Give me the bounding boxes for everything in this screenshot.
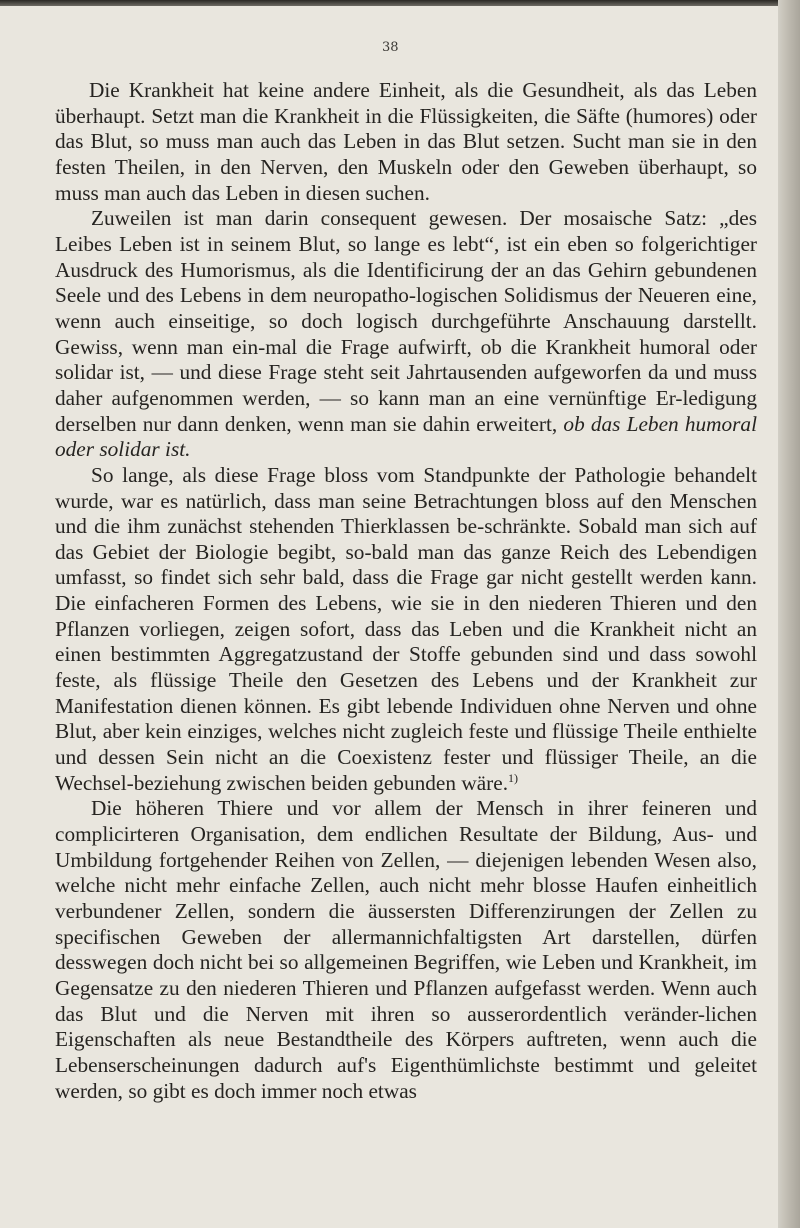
body-text [55,78,757,1104]
paragraph-3-text: So lange, als diese Frage bloss vom Standpunkte der Pathologie behandelt wurde, war es natürlich, dass man seine Betrachtungen bloss auf den Menschen und die ihm zunächst stehenden Thierklassen be-schränkte. Sobald man sich auf das Gebiet der Biologie begibt, so-bald man das ganze Reich des Lebendigen umfasst, so findet sich sehr bald, dass die Frage gar nicht gestellt werden kann. Die einfacheren Formen des Lebens, wie sie in den niederen Thieren und den Pflanzen vorliegen, zeigen sofort, dass das Leben und die Krankheit nicht an einen bestimmten Aggregatzustand der Stoffe gebunden sind und dass sowohl feste, als flüssige Theile den Gesetzen des Lebens und der Krankheit zur Manifestation dienen können. Es gibt lebende Individuen ohne Nerven und ohne Blut, aber kein einziges, welches nicht zugleich feste und flüssige Theile enthielte und dessen Sein nicht an die Coexistenz fester und flüssiger Theile, an die Wechsel-beziehung zwischen beiden gebunden wäre. [55,462,757,795]
paragraph-1 [55,78,757,206]
paragraph-1-text: Die Krankheit hat keine andere Einheit, als die Gesundheit, als das Leben überhaupt. Setzt man die Krankheit in die Flüssigkeiten, die Säfte (humores) oder das Blut, so muss man auch das Leben in das Blut setzen. Sucht man sie in den festen Theilen, in den Nerven, den Muskeln oder den Geweben überhaupt, so muss man auch das Leben in diesen suchen. [55,78,757,205]
footnote-reference: 1) [508,770,519,785]
paragraph-2 [55,206,757,463]
paragraph-2-italic-phrase: ob das Leben humoral oder solidar ist. [55,411,758,462]
paragraph-2-text: Zuweilen ist man darin consequent gewesen. Der mosaische Satz: „des Leibes Leben ist in seinem Blut, so lange es lebt“, ist ein eben so folgerichtiger Ausdruck des Humorismus, als die Identificirung der an das Gehirn gebundenen Seele und des Lebens in dem neuropatho-logischen Solidismus der Neueren eine, wenn auch einseitige, so doch logisch durchgeführte Anschauung darstellt. Gewiss, wenn man ein-mal die Frage aufwirft, ob die Krankheit humoral oder solidar ist, — und diese Frage steht seit Jahrtausenden aufgeworfen da und muss daher aufgenommen werden, — so kann man an eine vernünftige Er-ledigung derselben nur dann denken, wenn man sie dahin erweitert, [55,206,757,436]
paragraph-4-text: Die höheren Thiere und vor allem der Mensch in ihrer feineren und complicirteren Organisation, dem endlichen Resultate der Bildung, Aus- und Umbildung fortgehender Reihen von Zellen, — diejenigen lebenden Wesen also, welche nicht mehr einfache Zellen, auch nicht mehr blosse Haufen einheitlich verbundener Zellen, sondern die äussersten Differenzirungen der Zellen zu specifischen Geweben der allermannichfaltigsten Art darstellen, dürfen desswegen doch nicht bei so allgemeinen Begriffen, wie Leben und Krankheit, im Gegensatze zu den niederen Thieren und Pflanzen aufgefasst werden. Wenn auch das Blut und die Nerven mit ihren so ausserordentlich veränder-lichen Eigenschaften als neue Bestandtheile des Körpers auftreten, wenn auch die Lebenserscheinungen dadurch auf's Eigenthümlichste bestimmt und geleitet werden, so gibt es doch immer noch etwas [55,796,757,1103]
paragraph-3 [55,463,757,797]
book-page [0,6,778,1228]
page-right-edge [778,0,800,1228]
paragraph-4 [55,796,757,1104]
page-number: 38 [382,40,399,55]
